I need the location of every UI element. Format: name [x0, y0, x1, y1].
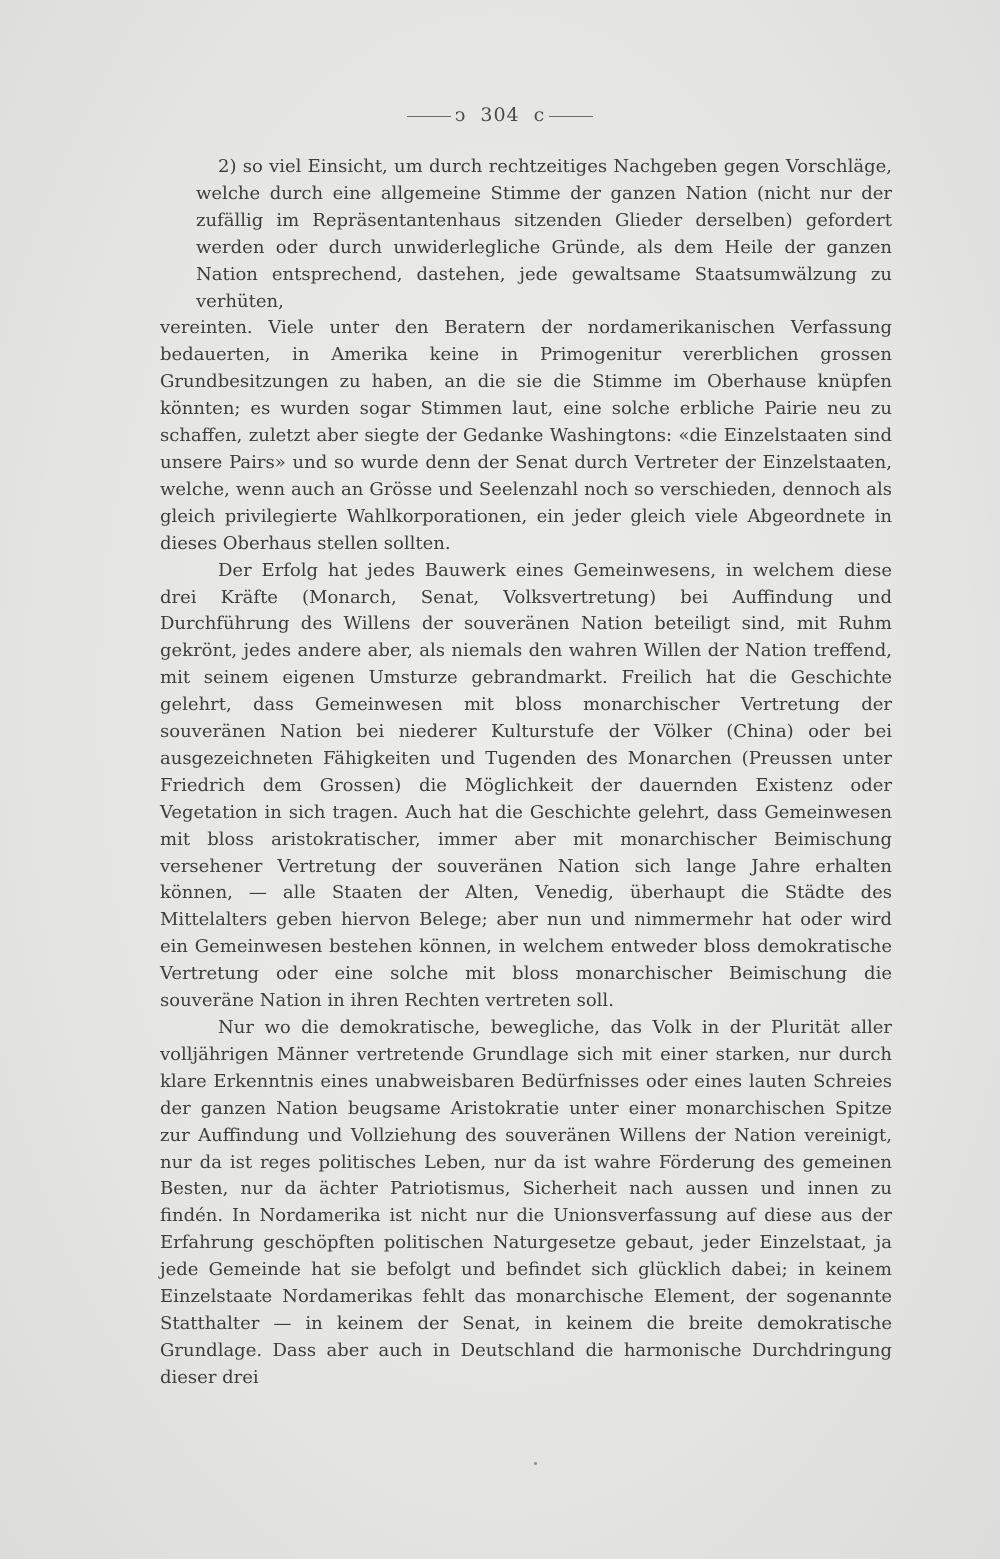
paragraph-continuation: vereinten. Viele unter den Beratern der nordamerikanischen Verfassung bedauerten, in Amerika keine in Primogenitur vererblichen grossen Grundbesitzungen zu haben, an die sie die Stimme im Oberhause knüpfen könnten; es wurden sogar Stimmen laut, eine solche erbliche Pairie neu zu schaffen, zuletzt aber siegte der Gedanke Washingtons: «die Einzelstaaten sind unsere Pairs» und so wurde denn der Senat durch Vertreter der Einzelstaaten, welche, wenn auch an Grösse und Seelenzahl noch so verschieden, dennoch als gleich privilegierte Wahlkorporationen, ein jeder gleich viele Abgeordnete in dieses Oberhaus stellen sollten. [160, 317, 892, 554]
paragraph-list-item-2: 2) so viel Einsicht, um durch rechtzeitiges Nachgeben gegen Vorschläge, welche durch eine allgemeine Stimme der ganzen Nation (nicht nur der zufällig im Repräsentantenhaus sitzenden Glieder derselben) gefordert werden oder durch unwiderlegliche Gründe, als dem Heile der ganzen Nation entsprechend, dastehen, jede gewaltsame Staatsumwälzung zu verhüten, [196, 156, 892, 312]
paragraph: Nur wo die demokratische, bewegliche, das Volk in der Plurität aller volljährigen Männer vertretende Grundlage sich mit einer starken, nur durch klare Erkenntnis eines unabweisbaren Bedürfnisses oder eines lauten Schreies der ganzen Nation beugsame Aristokratie unter einer monarchischen Spitze zur Auffindung und Vollziehung des souveränen Willens der Nation vereinigt, nur da ist reges politisches Leben, nur da ist wahre Förderung des gemeinen Besten, nur da ächter Patriotismus, Sicherheit nach aussen und innen zu findén. In Nordamerika ist nicht nur die Unionsverfassung auf diese aus der Erfahrung geschöpften politischen Naturgesetze gebaut, jeder Einzelstaat, ja jede Gemeinde hat sie befolgt und befindet sich glücklich dabei; in keinem Einzelstaate Nordamerikas fehlt das monarchische Element, der sogenannte Statthalter — in keinem der Senat, in keinem die breite demokratische Grundlage. Dass aber auch in Deutschland die harmonische Durchdringung dieser drei [160, 1017, 892, 1388]
body-text [160, 154, 892, 1392]
header-rule-right [549, 116, 593, 117]
page-header [0, 104, 1000, 126]
paper-speck [534, 1462, 537, 1465]
paragraph: Der Erfolg hat jedes Bauwerk eines Gemeinwesens, in welchem diese drei Kräfte (Monarch, Senat, Volksvertretung) bei Auffindung und Durchführung des Willens der souveränen Nation beteiligt sind, mit Ruhm gekrönt, jedes andere aber, als niemals den wahren Willen der Nation treffend, mit seinem eigenen Umsturze gebrandmarkt. Freilich hat die Geschichte gelehrt, dass Gemeinwesen mit bloss monarchischer Vertretung der souveränen Nation bei niederer Kulturstufe der Völker (China) oder bei ausgezeichneten Fähigkeiten und Tugenden des Monarchen (Preussen unter Friedrich dem Grossen) die Möglichkeit der dauernden Existenz oder Vegetation in sich tragen. Auch hat die Geschichte gelehrt, dass Gemeinwesen mit bloss aristokratischer, immer aber mit monarchischer Beimischung versehener Vertretung der souveränen Nation sich lange Jahre erhalten können, — alle Staaten der Alten, Venedig, überhaupt die Städte des Mittelalters geben hiervon Belege; aber nun und nimmermehr hat oder wird ein Gemeinwesen bestehen können, in welchem entweder bloss demokratische Vertretung oder eine solche mit bloss monarchischer Beimischung die souveräne Nation in ihren Rechten vertreten soll. [160, 559, 892, 1012]
header-left-mark: ↄ [454, 104, 467, 126]
header-rule-left [407, 116, 451, 117]
header-right-mark: c [533, 104, 546, 126]
page-number: 304 [480, 104, 520, 126]
